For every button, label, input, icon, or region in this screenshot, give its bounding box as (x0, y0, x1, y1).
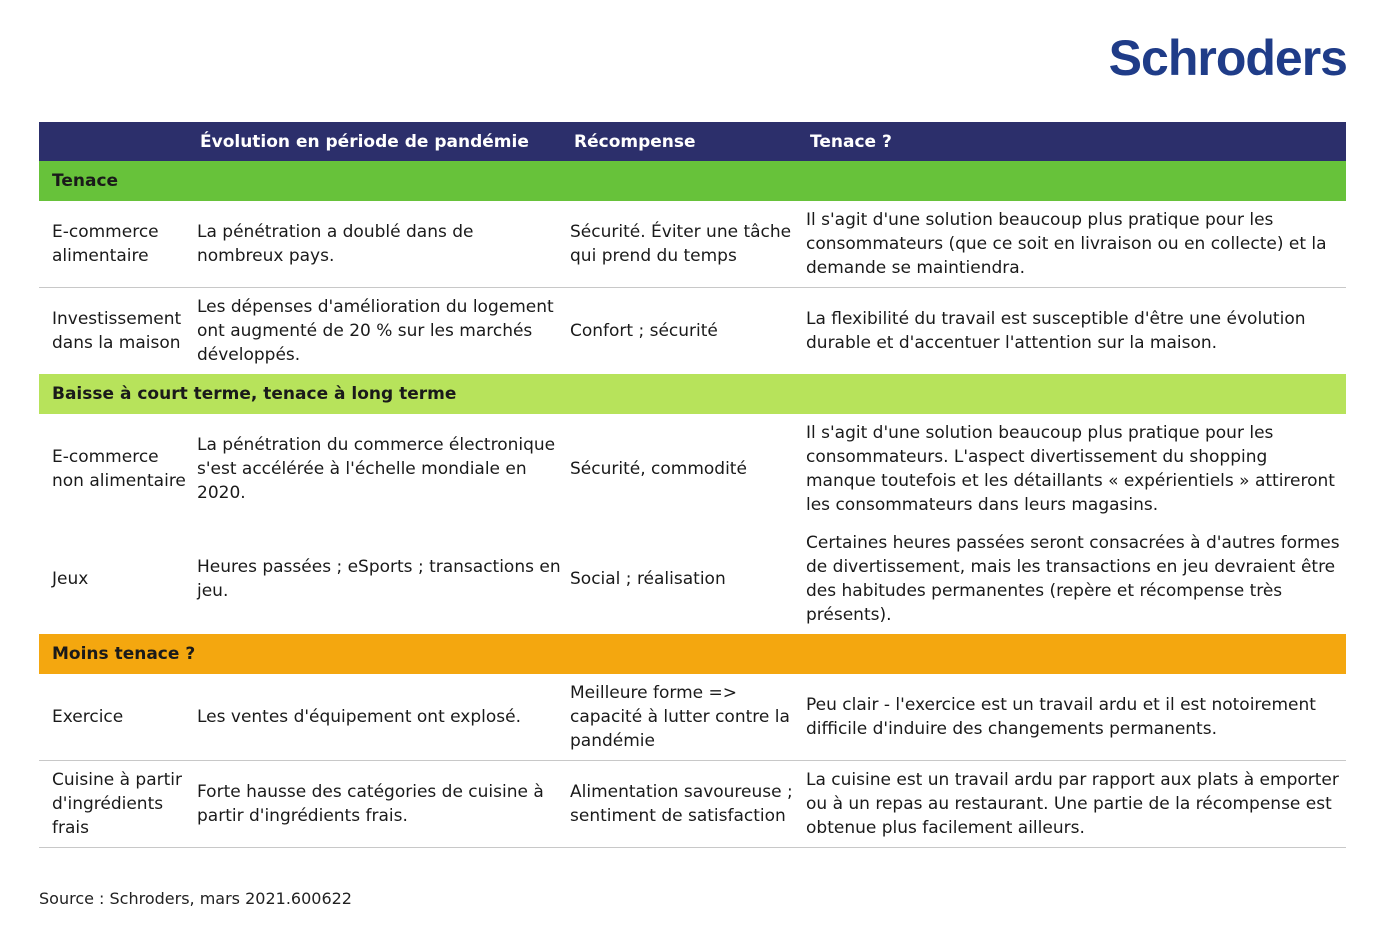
row-reward: Sécurité, commodité (570, 459, 747, 479)
row-name: Investissement dans la maison (52, 309, 182, 353)
table-row (39, 674, 1346, 761)
section-title: Baisse à court terme, tenace à long terme (39, 374, 1346, 414)
row-reward: Social ; réalisation (570, 569, 726, 589)
header-evolution: Évolution en période de pandémie (194, 122, 570, 161)
consumer-habits-table (39, 122, 1346, 848)
row-tenace: Il s'agit d'une solution beaucoup plus pratique pour les consommateurs. L'aspect divertissement du shopping manque toutefois et les détaillants « expérientiels » attireront les consommateurs dans leurs magasins. (806, 423, 1335, 515)
row-tenace: Certaines heures passées seront consacrées à d'autres formes de divertissement, mais les transactions en jeu devraient être des habitudes permanentes (repère et récompense très présents). (806, 533, 1340, 625)
row-name: Cuisine à partir d'ingrédients frais (39, 761, 194, 848)
section-title: Moins tenace ? (39, 634, 1346, 674)
row-tenace: La flexibilité du travail est susceptible d'être une évolution durable et d'accentuer l'attention sur la maison. (806, 309, 1306, 353)
row-reward: Meilleure forme => capacité à lutter contre la pandémie (570, 674, 806, 761)
table-row (39, 414, 1346, 524)
row-tenace: Peu clair - l'exercice est un travail ardu et il est notoirement difficile d'induire des changements permanents. (806, 674, 1346, 761)
section-row (39, 634, 1346, 674)
table-header (39, 122, 1346, 161)
table-row (39, 524, 1346, 634)
table-row (39, 288, 1346, 375)
row-name: Jeux (52, 569, 89, 589)
section-row (39, 374, 1346, 414)
row-evolution: Les dépenses d'amélioration du logement ont augmenté de 20 % sur les marchés développés. (197, 297, 554, 365)
row-tenace: La cuisine est un travail ardu par rapport aux plats à emporter ou à un repas au restaurant. Une partie de la récompense est obtenue plus facilement ailleurs. (806, 761, 1346, 848)
row-evolution: La pénétration a doublé dans de nombreux pays. (194, 201, 570, 288)
row-tenace: Il s'agit d'une solution beaucoup plus pratique pour les consommateurs (que ce soit en livraison ou en collecte) et la demande se maintiendra. (806, 201, 1346, 288)
row-evolution: Heures passées ; eSports ; transactions en jeu. (197, 557, 561, 601)
section-row (39, 161, 1346, 201)
row-name: Exercice (39, 674, 194, 761)
section-title: Tenace (39, 161, 1346, 201)
row-evolution: Forte hausse des catégories de cuisine à partir d'ingrédients frais. (194, 761, 570, 848)
row-reward: Confort ; sécurité (570, 321, 718, 341)
table-row (39, 761, 1346, 848)
row-name: E-commerce alimentaire (39, 201, 194, 288)
row-name: E-commerce non alimentaire (52, 447, 186, 491)
header-category (39, 122, 194, 161)
row-reward: Alimentation savoureuse ; sentiment de satisfaction (570, 761, 806, 848)
row-evolution: Les ventes d'équipement ont explosé. (194, 674, 570, 761)
row-reward: Sécurité. Éviter une tâche qui prend du temps (570, 201, 806, 288)
schroders-logo: Schroders (1108, 30, 1347, 86)
source-note: Source : Schroders, mars 2021.600622 (39, 889, 352, 908)
row-evolution: La pénétration du commerce électronique s'est accélérée à l'échelle mondiale en 2020. (197, 435, 556, 503)
header-reward: Récompense (570, 122, 806, 161)
header-tenace: Tenace ? (806, 122, 1346, 161)
table-row (39, 201, 1346, 288)
